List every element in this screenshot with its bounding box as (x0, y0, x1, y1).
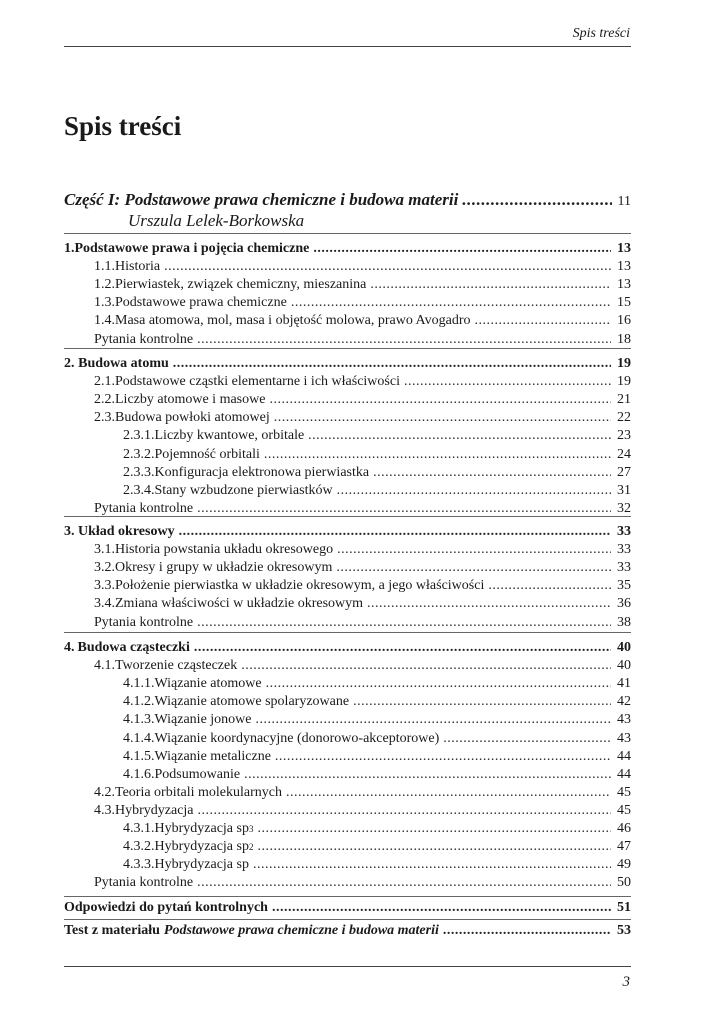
chapter-row[interactable] (64, 241, 631, 259)
page-ref: 33 (617, 524, 631, 539)
answers-row[interactable] (64, 900, 631, 918)
entry-title: Położenie pierwiastka w układzie okresowym, a jego właściwości (115, 578, 485, 594)
subsection-row[interactable] (64, 694, 631, 712)
entry-title: Podsumowanie (154, 766, 241, 782)
entry-title: Okresy i grupy w układzie okresowym (115, 560, 333, 576)
leader-dots (179, 524, 611, 540)
page-ref: 24 (617, 446, 631, 462)
subsection-row[interactable] (64, 465, 631, 483)
entry-title: Wiązanie jonowe (154, 712, 252, 728)
leader-dots (197, 875, 611, 891)
section-row[interactable] (64, 785, 631, 803)
entry-title: Liczby kwantowe, orbitale (154, 428, 305, 444)
entry-title: Wiązanie atomowe spolaryzowane (154, 694, 350, 710)
entry-title: Hybrydyzacja sp (154, 857, 249, 873)
leader-dots (286, 785, 611, 801)
page-ref: 19 (616, 356, 631, 371)
entry-title: Pierwiastek, związek chemiczny, mieszanina (115, 277, 367, 293)
superscript: 3 (248, 824, 254, 834)
leader-dots (275, 749, 611, 765)
leader-dots (308, 428, 611, 444)
footer-rule (64, 966, 631, 967)
leader-dots (313, 241, 611, 257)
entry-title: Budowa powłoki atomowej (115, 410, 270, 426)
section-row[interactable] (64, 658, 631, 676)
entry-number: 2.3.1. (123, 428, 155, 444)
page-ref: 13 (617, 277, 631, 293)
subsection-row[interactable] (64, 483, 631, 501)
entry-number: 4.1.2. (123, 694, 155, 710)
page-ref: 50 (617, 875, 631, 891)
entry-number: 4.3.2. (123, 839, 155, 855)
entry-title: Historia powstania układu okresowego (115, 542, 334, 558)
entry-title: Budowa cząsteczki (77, 640, 190, 655)
subsection-row[interactable] (64, 731, 631, 749)
chapter-row[interactable] (64, 356, 631, 374)
test-prefix: Test z materiału (64, 923, 160, 938)
page-ref: 19 (617, 374, 631, 390)
entry-number: 3.3. (94, 578, 115, 594)
page-ref: 44 (617, 748, 631, 764)
entry-title: Hybrydyzacja sp (154, 839, 249, 855)
leader-dots (488, 578, 611, 594)
leader-dots (443, 731, 611, 747)
questions-row[interactable] (64, 332, 631, 350)
page-ref: 22 (617, 410, 631, 426)
entry-title: Pytania kontrolne (94, 500, 194, 516)
leader-dots (337, 483, 611, 499)
entry-title: Hybrydyzacja sp (154, 821, 249, 836)
page-ref: 16 (617, 313, 631, 329)
entry-number: 4.3.3. (123, 857, 155, 873)
leader-dots (337, 542, 611, 558)
entry-title: Stany wzbudzone pierwiastków (154, 482, 333, 498)
entry-number: 4.1.1. (123, 676, 155, 692)
subsection-row[interactable] (64, 839, 631, 857)
subsection-row[interactable] (64, 821, 631, 839)
leader-dots (257, 839, 611, 855)
section-row[interactable] (64, 560, 631, 578)
leader-dots (353, 694, 611, 710)
leader-dots (253, 857, 611, 873)
entry-number: 4.1.4. (123, 730, 155, 746)
entry-number: 2.2. (94, 392, 115, 408)
part-title: Część I: Podstawowe prawa chemiczne i budowa materii (64, 190, 459, 209)
page-ref: 11 (617, 194, 631, 209)
entry-number: 3.1. (94, 542, 115, 558)
section-row[interactable] (64, 803, 631, 821)
questions-row[interactable] (64, 501, 631, 519)
section-divider (64, 896, 631, 897)
leader-dots (274, 410, 611, 426)
leader-dots (291, 295, 611, 311)
entry-number: 1. (64, 241, 75, 256)
entry-number: 4.2. (94, 784, 115, 800)
page-ref: 47 (617, 839, 631, 855)
entry-title: Pojemność orbitali (154, 446, 260, 462)
entry-title: Podstawowe prawa chemiczne (115, 295, 287, 311)
leader-dots (443, 923, 611, 939)
leader-dots (370, 277, 611, 293)
section-row[interactable] (64, 410, 631, 428)
page-ref: 45 (617, 802, 631, 818)
page-ref: 44 (617, 766, 631, 782)
part-row[interactable] (64, 190, 631, 212)
page-ref: 35 (617, 578, 631, 594)
entry-title: Konfiguracja elektronowa pierwiastka (154, 464, 370, 480)
test-row[interactable] (64, 923, 631, 941)
leader-dots (173, 356, 611, 372)
subsection-row[interactable] (64, 447, 631, 465)
section-row[interactable] (64, 277, 631, 295)
entry-number: 4. (64, 640, 75, 655)
entry-title: Pytania kontrolne (94, 331, 194, 347)
entry-title: Masa atomowa, mol, masa i objętość molowa, prawo Avogadro (115, 313, 471, 329)
entry-number: 4.1. (94, 658, 115, 674)
entry-number: 3. (64, 524, 75, 539)
section-divider (64, 919, 631, 920)
page-ref: 32 (617, 500, 631, 516)
leader-dots (197, 501, 611, 517)
leader-dots (244, 767, 611, 783)
page-ref: 43 (617, 730, 631, 746)
page-ref: 33 (617, 542, 631, 558)
subsection-row[interactable] (64, 767, 631, 785)
page-ref: 40 (617, 640, 631, 655)
leader-dots (241, 658, 611, 674)
entry-title: Budowa atomu (78, 356, 169, 371)
entry-title: Teoria orbitali molekularnych (115, 784, 282, 800)
page-ref: 27 (617, 464, 631, 480)
entry-number: 3.4. (94, 596, 115, 612)
leader-dots (164, 259, 610, 275)
subsection-row[interactable] (64, 676, 631, 694)
part-author: Urszula Lelek-Borkowska (128, 211, 305, 230)
leader-dots (198, 803, 611, 819)
leader-dots (373, 465, 611, 481)
running-title: Spis treści (572, 26, 630, 41)
entry-number: 4.1.6. (123, 766, 155, 782)
questions-row[interactable] (64, 875, 631, 893)
entry-number: 1.2. (94, 277, 115, 293)
entry-title: Wiązanie koordynacyjne (donorowo-akceptorowe) (154, 730, 440, 746)
page-ref: 23 (617, 428, 631, 444)
leader-dots (266, 676, 611, 692)
page-ref: 46 (617, 821, 631, 836)
page-ref: 43 (617, 712, 631, 728)
superscript: 2 (248, 842, 254, 853)
entry-number: 2.3.3. (123, 464, 155, 480)
page-ref: 41 (617, 676, 631, 692)
entry-number: 2.3.4. (123, 482, 155, 498)
subsection-row[interactable] (64, 428, 631, 446)
page-ref: 53 (617, 923, 631, 938)
entry-number: 1.3. (94, 295, 115, 311)
entry-title: Wiązanie metaliczne (154, 748, 271, 764)
chapter-row[interactable] (64, 640, 631, 658)
header-rule (64, 46, 631, 47)
entry-title: Liczby atomowe i masowe (115, 392, 266, 408)
entry-title: Hybrydyzacja (115, 802, 194, 818)
entry-number: 2.3.2. (123, 446, 155, 462)
entry-title: Podstawowe prawa i pojęcia chemiczne (74, 241, 310, 256)
section-row[interactable] (64, 542, 631, 560)
entry-number: 1.1. (94, 259, 115, 275)
page-ref: 13 (617, 241, 631, 256)
leader-dots (367, 596, 611, 612)
entry-title: Zmiana właściwości w układzie okresowym (115, 596, 364, 612)
leader-dots (256, 712, 611, 728)
chapter-row[interactable] (64, 524, 631, 542)
entry-title: Pytania kontrolne (94, 875, 194, 891)
page-title: Spis treści (64, 111, 182, 141)
section-row[interactable] (64, 374, 631, 392)
entry-title: Wiązanie atomowe (154, 676, 262, 692)
subsection-row[interactable] (64, 749, 631, 767)
leader-dots (269, 392, 611, 408)
entry-number: 4.3.1. (123, 821, 155, 836)
page-ref: 33 (617, 560, 631, 576)
page-ref: 51 (617, 900, 631, 915)
leader-dots (475, 313, 612, 329)
questions-row[interactable] (64, 615, 631, 633)
section-divider (64, 233, 631, 234)
entry-title: Tworzenie cząsteczek (115, 658, 238, 674)
section-row[interactable] (64, 392, 631, 410)
page-ref: 36 (617, 596, 631, 612)
subsection-row[interactable] (64, 712, 631, 730)
entry-number: 4.1.5. (123, 748, 155, 764)
page-ref: 40 (617, 658, 631, 674)
page-ref: 18 (617, 331, 631, 347)
page-ref: 38 (617, 614, 631, 630)
entry-title: Pytania kontrolne (94, 614, 194, 630)
entry-number: 1.4. (94, 313, 115, 329)
page-ref: 31 (617, 482, 631, 498)
section-row[interactable] (64, 596, 631, 614)
page-ref: 13 (617, 259, 631, 275)
page-ref: 15 (617, 295, 631, 311)
entry-title: Podstawowe cząstki elementarne i ich właściwości (115, 374, 400, 390)
page-ref: 42 (617, 694, 631, 710)
entry-number: 4.1.3. (123, 712, 155, 728)
page-ref: 45 (617, 784, 631, 800)
entry-number: 2.1. (94, 374, 115, 390)
leader-dots (264, 447, 611, 463)
entry-title: Historia (115, 259, 161, 275)
page-number: 3 (622, 974, 630, 990)
leader-dots (462, 190, 611, 210)
subsection-row[interactable] (64, 857, 631, 875)
page-ref: 21 (617, 392, 631, 408)
leader-dots (257, 821, 611, 837)
leader-dots (194, 640, 611, 656)
leader-dots (272, 900, 611, 916)
leader-dots (197, 332, 611, 348)
leader-dots (336, 560, 611, 576)
section-row[interactable] (64, 295, 631, 313)
entry-number: 4.3. (94, 802, 115, 818)
entry-title: Układ okresowy (77, 524, 175, 539)
leader-dots (197, 615, 611, 631)
entry-number: 2.3. (94, 410, 115, 426)
page-ref: 49 (617, 857, 631, 873)
section-row[interactable] (64, 578, 631, 596)
test-title: Podstawowe prawa chemiczne i budowa materii (163, 923, 439, 938)
entry-number: 2. (64, 356, 75, 371)
entry-title: Odpowiedzi do pytań kontrolnych (64, 900, 268, 915)
leader-dots (404, 374, 611, 390)
section-row[interactable] (64, 259, 631, 277)
section-row[interactable] (64, 313, 631, 331)
entry-number: 3.2. (94, 560, 115, 576)
